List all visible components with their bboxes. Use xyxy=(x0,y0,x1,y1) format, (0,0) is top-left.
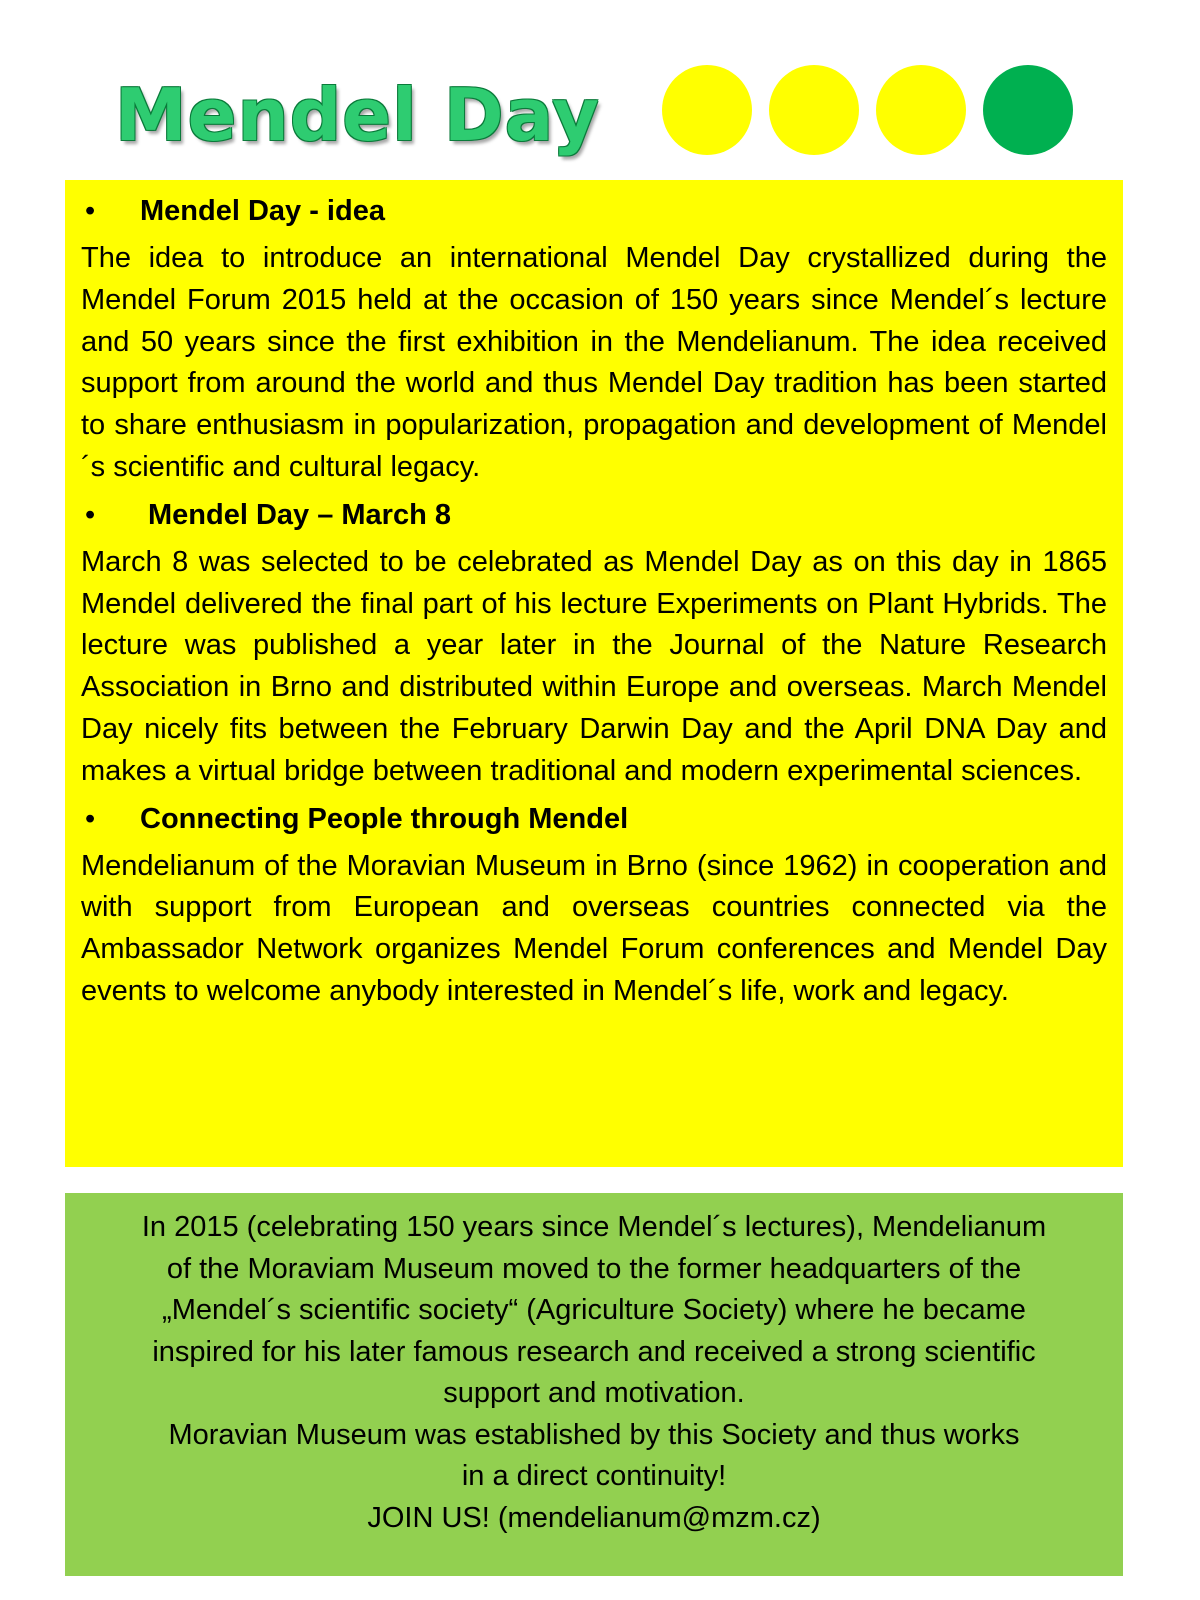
yellow-dot-3 xyxy=(876,65,966,155)
section-heading-text: Mendel Day – March 8 xyxy=(148,498,451,531)
bullet-icon: • xyxy=(85,498,96,531)
footer-line: In 2015 (celebrating 150 years since Mendel´s lectures), Mendelianum xyxy=(141,1211,1047,1243)
yellow-dot-2 xyxy=(769,65,859,155)
yellow-dot-1 xyxy=(662,65,752,155)
bullet-icon: • xyxy=(85,802,96,835)
footer-line: Moravian Museum was established by this Society and thus works xyxy=(168,1418,1020,1451)
info-panel xyxy=(65,180,1123,1167)
section-body-idea: The idea to introduce an international Mendel Day crystallized during the Mendel Forum 2015 held at the occasion of 150 years since Mendel´s lecture and 50 years since the first exhibition in the Mendelianum. The idea received support from around the world and thus Mendel Day tradition has been started to share enthusiasm in popularization, propagation and development of Mendel´s scientific and cultural legacy. xyxy=(81,242,1107,483)
footer-panel xyxy=(65,1193,1123,1576)
section-heading-idea xyxy=(81,190,1107,232)
footer-line: in a direct continuity! xyxy=(461,1460,727,1492)
section-body-connecting: Mendelianum of the Moravian Museum in Brno (since 1962) in cooperation and with support from European and overseas countries connected via the Ambassador Network organizes Mendel Forum conferences and Mendel Day events to welcome anybody interested in Mendel´s life, work and legacy. xyxy=(81,849,1107,1007)
page-title: Mendel Day xyxy=(115,73,600,157)
footer-line: „Mendel´s scientific society“ (Agriculture Society) where he became xyxy=(162,1294,1026,1326)
green-dot xyxy=(983,65,1073,155)
footer-line: of the Moraviam Museum moved to the former headquarters of the xyxy=(166,1252,1022,1285)
footer-line: support and motivation. xyxy=(443,1377,745,1409)
bullet-icon: • xyxy=(85,195,96,227)
section-heading-march-8 xyxy=(81,494,1107,536)
section-heading-connecting xyxy=(81,798,1107,840)
section-body-march-8: March 8 was selected to be celebrated as Mendel Day as on this day in 1865 Mendel delivered the final part of his lecture Experiments on Plant Hybrids. The lecture was published a year later in the Journal of the Nature Research Association in Brno and distributed within Europe and overseas. March Mendel Day nicely fits between the February Darwin Day and the April DNA Day and makes a virtual bridge between traditional and modern experimental sciences. xyxy=(81,545,1107,787)
footer-line: inspired for his later famous research and received a strong scientific xyxy=(152,1335,1036,1368)
decorative-dots xyxy=(662,65,1082,157)
footer-contact[interactable]: JOIN US! (mendelianum@mzm.cz) xyxy=(367,1501,821,1534)
section-heading-text: Connecting People through Mendel xyxy=(140,802,629,835)
section-heading-text: Mendel Day - idea xyxy=(140,195,385,227)
